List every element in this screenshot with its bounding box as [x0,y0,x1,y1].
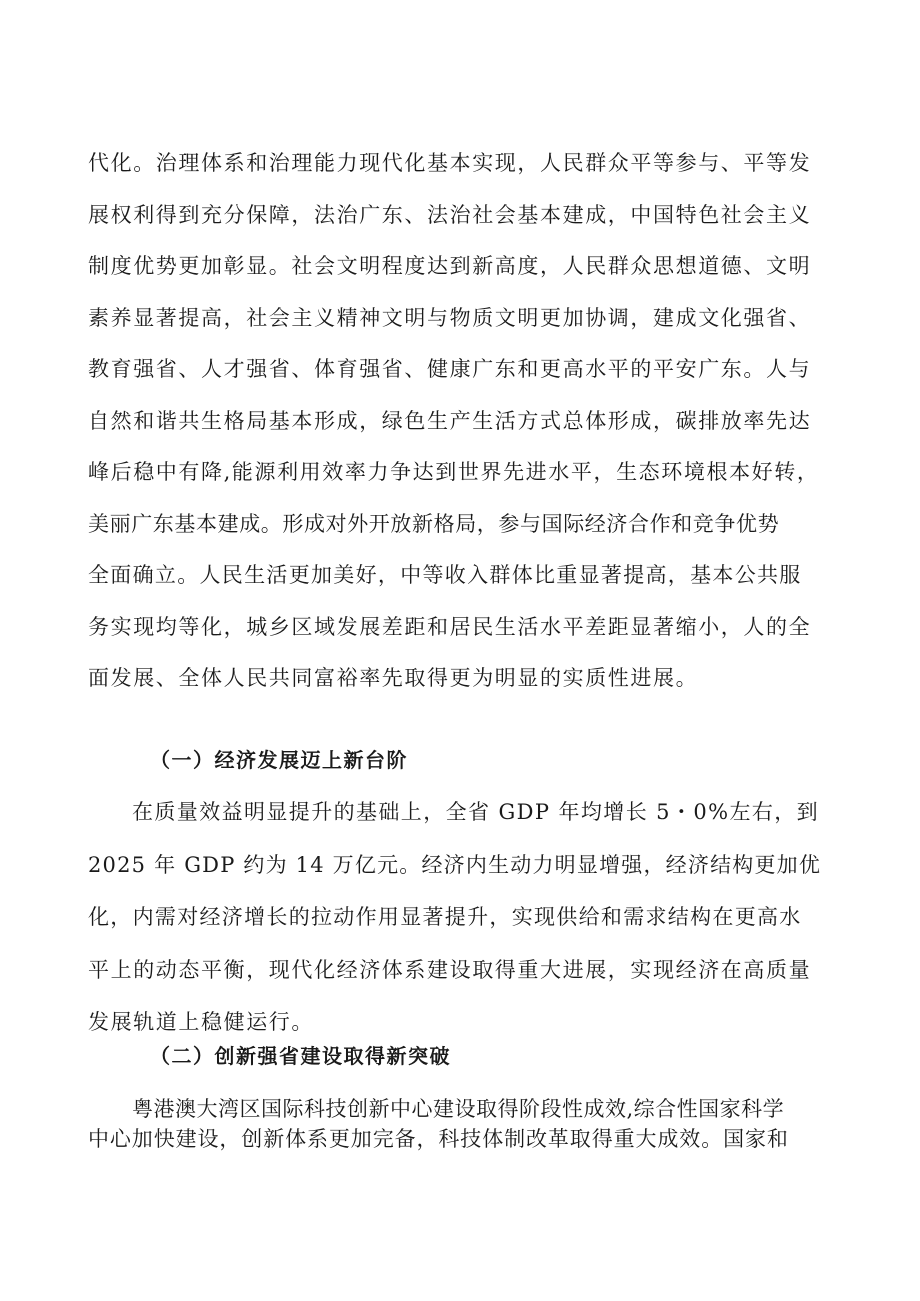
text-line: 发展轨道上稳健运行。 [88,1010,314,1034]
text-line: 制度优势更加彰显。社会文明程度达到新高度，人民群众思想道德、文明 [88,254,812,278]
paragraph-development-goals [88,138,848,705]
text-line: 峰后稳中有降,能源利用效率力争达到世界先进水平，生态环境根本好转， [88,460,820,484]
text-line: 化，内需对经济增长的拉动作用显著提升，实现供给和需求结构在更高水 [88,905,802,929]
text-line: 全面确立。人民生活更加美好，中等收入群体比重显著提高，基本公共服 [88,563,802,587]
text-line: 展权利得到充分保障，法治广东、法治社会基本建成，中国特色社会主义 [88,202,812,227]
text-line: 中心加快建设，创新体系更加完备，科技体制改革取得重大成效。国家和 [88,1127,789,1151]
section-heading-economy: （一）经济发展迈上新台阶 [150,748,408,772]
text-line: 2025 年 GDP 约为 14 万亿元。经济内生动力明显增强，经济结构更加优 [88,852,822,877]
text-line: 在质量效益明显提升的基础上，全省 GDP 年均增长 5・0%左右，到 [132,800,820,824]
text-line: 代化。治理体系和治理能力现代化基本实现，人民群众平等参与、平等发 [88,151,812,175]
section-heading-innovation: （二）创新强省建设取得新突破 [150,1044,451,1068]
text-line: 素养显著提高，社会主义精神文明与物质文明更加协调，建成文化强省、 [88,305,812,330]
paragraph-innovation [88,1094,848,1154]
text-line: 面发展、全体人民共同富裕率先取得更为明显的实质性进展。 [88,666,699,690]
paragraph-economy [88,786,848,1049]
text-line: 务实现均等化，城乡区域发展差距和居民生活水平差距显著缩小，人的全 [88,614,812,639]
text-line: 教育强省、人才强省、体育强省、健康广东和更高水平的平安广东。人与 [88,357,812,381]
text-line: 美丽广东基本建成。形成对外开放新格局，参与国际经济合作和竞争优势 [88,511,780,536]
text-line: 平上的动态平衡，现代化经济体系建设取得重大进展，实现经济在高质量 [88,957,812,982]
text-line: 粤港澳大湾区国际科技创新中心建设取得阶段性成效,综合性国家科学 [132,1097,785,1121]
text-line: 自然和谐共生格局基本形成，绿色生产生活方式总体形成，碳排放率先达 [88,408,812,433]
